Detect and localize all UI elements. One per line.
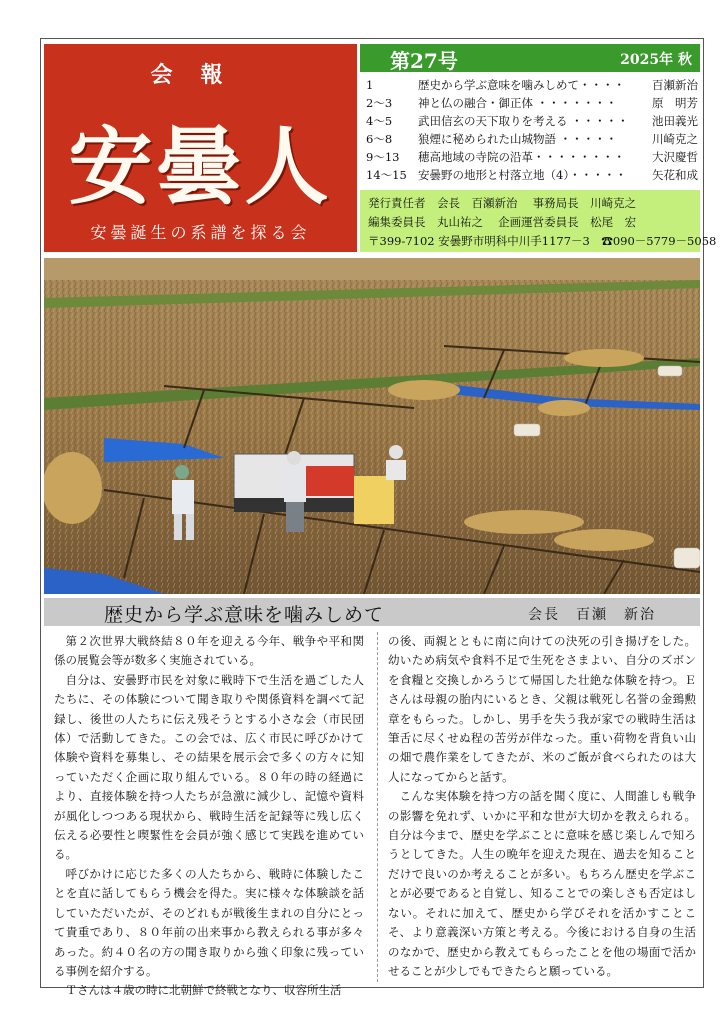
article-paragraph: 呼びかけに応じた多くの人たちから、戦時に体験したことを直に話してもらう機会を得た。実に様々な体験談を話していただいたが、そのどれもが戦後生まれの自分にとって貴重であり、８０年前の出来事から教えられる事が多々あった。約４０名の方の聞き取りから強く印象に残っている事例を紹介する。 (54, 866, 364, 978)
toc-title: 武田信玄の天下取りを考える ・・・・・ (418, 114, 629, 128)
toc-title: 穂高地域の寺院の沿革・・・・・・・・ (418, 150, 625, 164)
toc-page: 14～15 (366, 168, 407, 182)
toc-item[interactable] (366, 148, 700, 166)
toc-title: 歴史から学ぶ意味を噛みしめて・・・・ (418, 78, 625, 92)
article-paragraph: 第２次世界大戦終結８０年を迎える今年、戦争や平和関係の展覧会等が数多く実施されている。 (54, 634, 364, 668)
toc-item[interactable] (366, 166, 700, 184)
article-column-right (388, 632, 696, 981)
staff-line-publisher: 発行責任者 会長 百瀬新治 事務局長 川崎克之 (368, 196, 637, 210)
toc-author: 川崎克之 (652, 132, 698, 146)
article-paragraph: Ｔさんは４歳の時に北朝鮮で終戦となり、収容所生活 (65, 983, 342, 998)
issue-bar (360, 44, 700, 72)
article-title: 歴史から学ぶ意味を噛みしめて (104, 604, 385, 626)
toc-page: 1 (366, 78, 374, 92)
toc-author: 百瀬新治 (652, 78, 698, 92)
masthead (44, 44, 357, 252)
toc-item[interactable] (366, 112, 700, 130)
toc-page: 6～8 (366, 132, 393, 146)
toc-author: 原 明芳 (652, 96, 698, 110)
article-column-left (54, 632, 364, 1001)
toc-author: 池田義光 (652, 114, 698, 128)
table-of-contents (366, 76, 700, 184)
rice-harvest-photo (44, 258, 700, 594)
toc-title: 狼煙に秘められた山城物語 ・・・・・ (418, 132, 618, 146)
masthead-title: 安曇人 (68, 117, 333, 216)
toc-item[interactable] (366, 130, 700, 148)
staff-line-contact: 〒399-7102 安曇野市明科中川手1177－3 ☎090－5779－5058 (368, 234, 717, 248)
toc-title: 安曇野の地形と村落立地（4）・・・・・ (418, 168, 627, 182)
toc-page: 2～3 (366, 96, 393, 110)
toc-author: 大沢慶哲 (652, 150, 698, 164)
column-divider (377, 632, 378, 982)
staff-line-editors: 編集委員長 丸山祐之 企画運営委員長 松尾 宏 (368, 215, 637, 229)
toc-title: 神と仏の融合・御正体 ・・・・・・・ (418, 96, 618, 110)
article-header (44, 598, 700, 626)
article-author: 会長 百瀬 新治 (528, 607, 656, 623)
article-paragraph: こんな実体験を持つ方の話を聞く度に、人間誰しも戦争の影響を免れず、いかに平和な世が大切かを教えられる。自分は今まで、歴史を学ぶことに意味を感じ楽しんで知ろうとしてきた。人生の晩年を迎えた現在、過去を知ることだけで良いのか考えることが多い。もちろん歴史を学ぶことが必要であると自覚し、知ることでの楽しさも否定はしない。それに加えて、歴史から学びそれを活かすことこそ、より意義深い方策と考える。今後における自身の生活のなかで、歴史から教えてもらったことを他の場面で活かせることが少しでもできたらと願っている。 (388, 789, 696, 978)
masthead-subtitle: 安曇誕生の系譜を探る会 (90, 223, 311, 242)
toc-page: 4～5 (366, 114, 393, 128)
toc-author: 矢花和成 (652, 168, 698, 182)
article-paragraph: の後、両親とともに南に向けての決死の引き揚げをした。幼いため病気や食料不足で生死をさまよい、自分のズボンを食糧と交換しかろうじて帰国した壮絶な体験を持つ。Ｅさんは母親の胎内にいるとき、父親は戦死し名誉の金鵄勲章をもらった。しかし、男手を失う我が家での戦時生活は筆舌に尽くせぬ程の苦労が伴なった。重い荷物を背負い山の畑で農作業をしてきたが、米のご飯が食べられたのは大人になってからと話す。 (388, 634, 696, 784)
toc-item[interactable] (366, 94, 700, 112)
masthead-small-title: 会報 (150, 62, 251, 88)
toc-page: 9～13 (366, 150, 400, 164)
issue-number: 第27号 (390, 49, 458, 73)
staff-box (360, 190, 717, 252)
photo-illustration (44, 258, 700, 594)
article-paragraph: 自分は、安曇野市民を対象に戦時下で生活を過ごした人たちに、その体験について聞き取りや関係資料を調べて記録し、後世の人たちに伝え残そうとする小さな会（市民団体）で活動してきた。この会では、広く市民に呼びかけて体験や資料を募集し、その結果を展示会で多くの方々に知っていただく企画に取り組んでいる。８０年の時の経過により、直接体験を持つ人たちが急激に減少し、記憶や資料が風化しつつある現状から、戦時生活を記録等に残し広く伝える必要性と喫緊性を会員が強く感じて実践を進めている。 (54, 672, 364, 862)
toc-item[interactable] (366, 76, 700, 94)
issue-date: 2025年 秋 (620, 52, 692, 68)
